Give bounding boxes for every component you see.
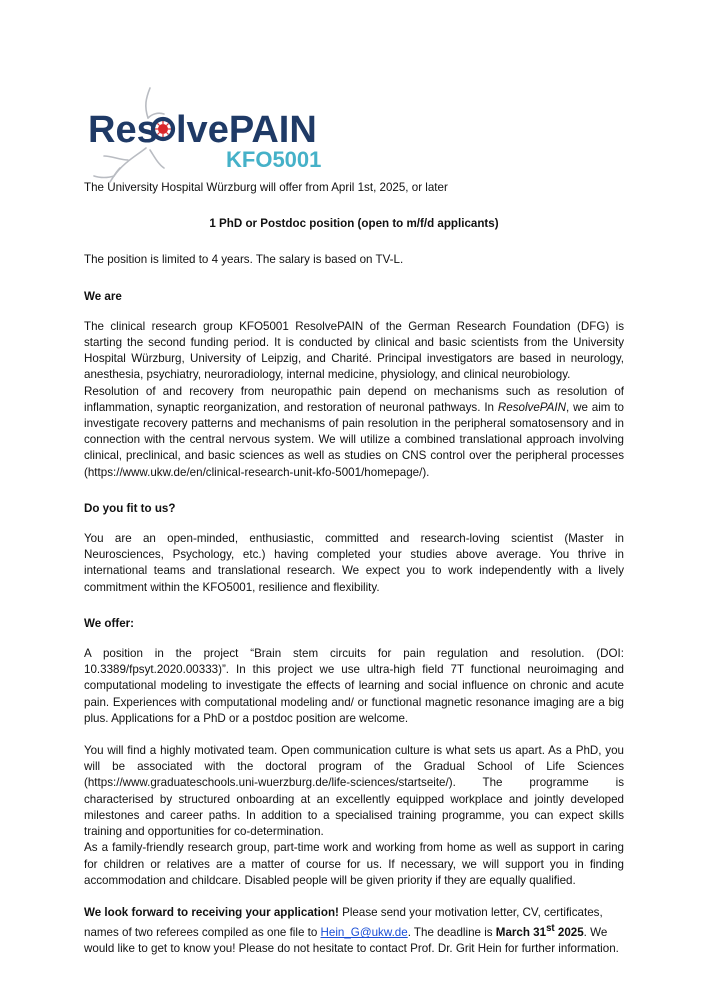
closing-bold: We look forward to receiving your application! (84, 905, 339, 919)
logo-subtitle: KFO5001 (226, 147, 322, 172)
heading-fit: Do you fit to us? (84, 501, 176, 515)
intro-line: The University Hospital Würzburg will offer from April 1st, 2025, or later (84, 181, 448, 194)
closing-text-1: Please send your motivation letter, CV, certificates, names of two referees compiled as one file to (84, 905, 603, 939)
deadline (495, 923, 584, 939)
job-posting-body (84, 180, 624, 957)
heading-offer: We offer: (84, 616, 135, 630)
deadline-main: March 31 (495, 925, 547, 939)
closing-paragraph (84, 905, 624, 957)
position-title: 1 PhD or Postdoc position (open to m/f/d applicants) (209, 217, 499, 231)
logo-word-res: Res (88, 109, 158, 151)
email-link[interactable]: Hein_G@ukw.de (320, 925, 408, 939)
we-are-paragraph-1: The clinical research group KFO5001 ResolvePAIN of the German Research Foundation (DFG) is starting the second funding period. It is conducted by clinical and basic scientists from the University Hospital Würzburg, University of Leipzig, and Charité. Principal investigators are based in neurology, anesthesia, psychiatry, neuroradiology, internal medicine, physiology, and clinical neurobiology. (84, 319, 624, 382)
closing-text-3: . We would like to get to know you! Please do not hesitate to contact Prof. Dr. Grit Hein for further information. (84, 925, 619, 956)
deadline-sup: st (546, 923, 555, 935)
closing-text-2: . The deadline is (407, 925, 496, 939)
position-limits: The position is limited to 4 years. The salary is based on TV-L. (84, 253, 404, 267)
offer-paragraph-2: You will find a highly motivated team. Open communication culture is what sets us apart. As a PhD, you will be associated with the doctoral program of the Gradual School of Life Sciences (https://www.graduateschools.uni-wuerzburg.de/life-sciences/startseite/). The programme is characterised by structured onboarding at an excellently equipped workplace and jointly developed milestones and career paths. In addition to a specialised training programme, you can expect skills training and opportunities for co-determination. (84, 744, 624, 839)
deadline-year: 2025 (554, 925, 584, 939)
we-are-p2-before: Resolution of and recovery from neuropathic pain depend on mechanisms such as resolution of inflammation, synaptic reorganization, and restoration of neuronal pathways. In (84, 384, 624, 414)
offer-paragraph-3: As a family-friendly research group, part-time work and working from home as well as support in caring for children or relatives are a matter of course for us. If necessary, we will support you in finding accommodation and childcare. Disabled people will be given priority if they are equally qualified. (84, 841, 624, 887)
fit-paragraph: You are an open-minded, enthusiastic, committed and research-loving scientist (Master in Neurosciences, Psychology, etc.) having completed your studies above average. You thrive in international teams and translational research. We expect you to work independently with a lively commitment within the KFO5001, resilience and flexibility. (84, 532, 624, 594)
we-are-paragraph-2 (84, 384, 624, 481)
offer-paragraph-1: A position in the project “Brain stem circuits for pain regulation and resolution. (DOI: 10.3389/fpsyt.2020.00333)”. In this project we use ultra-high field 7T functional neuroimaging and computational modeling to investigate the effects of learning and social influence on chronic and acute pain. Experiences with computational modeling and/ or functional magnetic resonance imaging are a big plus. Applications for a PhD or a postdoc position are welcome. (84, 647, 624, 725)
we-are-p2-italic: ResolvePAIN (497, 400, 566, 414)
logo-o-neuron-icon (153, 119, 173, 139)
we-are-p2-after: , we aim to investigate recovery patterns and mechanisms of pain resolution in the peripheral somatosensory and in connection with the central nervous system. We will utilize a combined translational approach involving clinical, preclinical, and basic sciences as well as studies on CNS control over the peripheral processes (https://www.ukw.de/en/clinical-research-unit-kfo-5001/homepage/). (84, 400, 624, 479)
logo-word-lvepain: lvePAIN (176, 109, 317, 151)
heading-we-are: We are (84, 289, 122, 303)
resolvepain-logo (84, 84, 334, 184)
